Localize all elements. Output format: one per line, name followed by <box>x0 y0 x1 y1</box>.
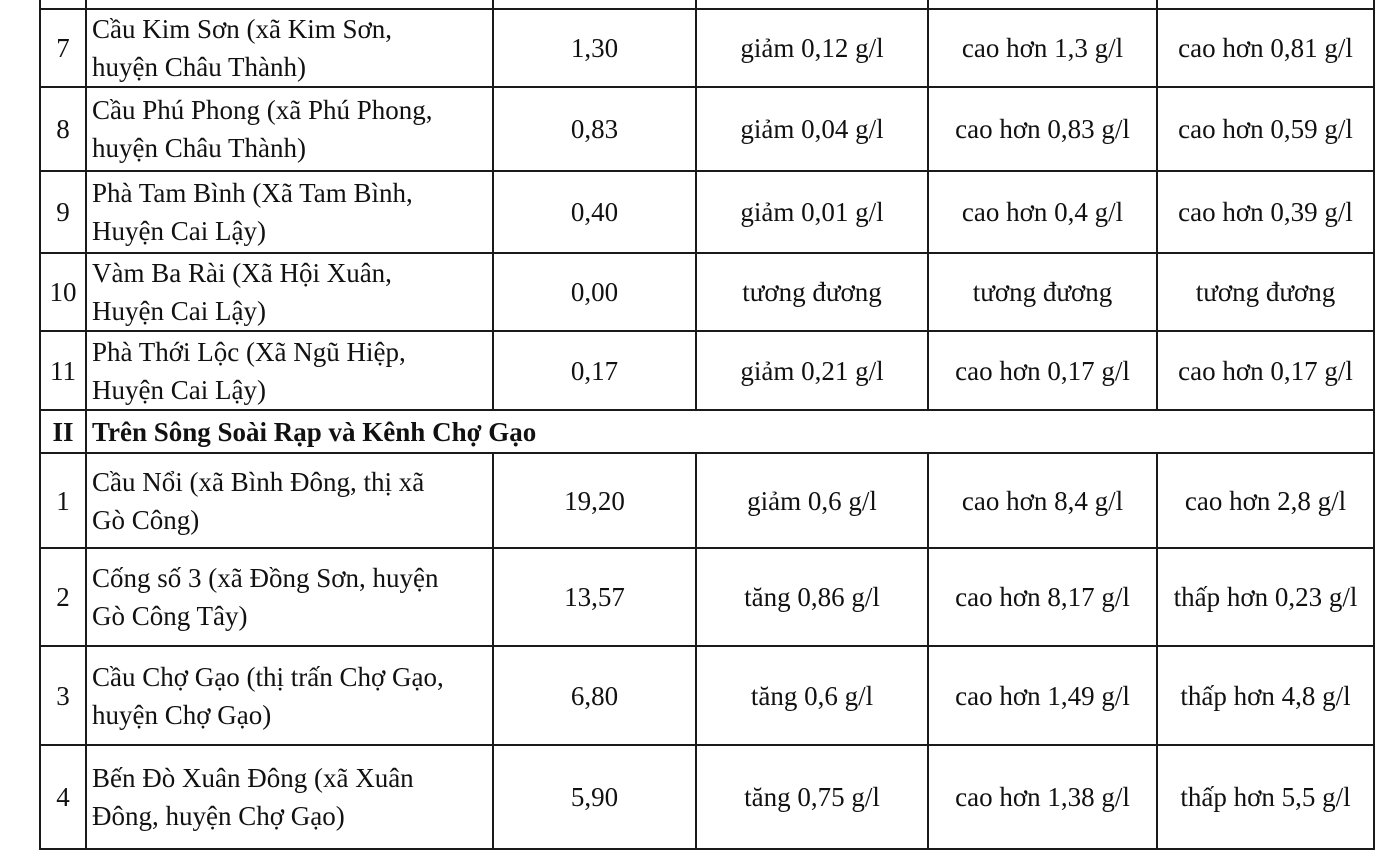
table-row <box>40 171 1374 253</box>
row-index: 1 <box>40 453 86 548</box>
row-index: 4 <box>40 745 86 849</box>
row-compare-a: cao hơn 0,17 g/l <box>928 331 1157 410</box>
row-compare-b: cao hơn 0,59 g/l <box>1157 87 1374 171</box>
location-line-2: Đông, huyện Chợ Gạo) <box>92 801 345 831</box>
row-index: 9 <box>40 171 86 253</box>
location-line-2: Gò Công) <box>92 504 200 535</box>
row-salinity: 5,90 <box>493 745 696 849</box>
row-index: 11 <box>40 331 86 410</box>
row-salinity: 19,20 <box>493 453 696 548</box>
table-row-partial <box>40 0 1374 9</box>
row-compare-b: cao hơn 0,81 g/l <box>1157 9 1374 87</box>
row-change: giảm 0,21 g/l <box>696 331 928 410</box>
table-row <box>40 745 1374 849</box>
location-line-1: Cầu Nổi (xã Bình Đông, thị xã <box>92 466 425 497</box>
row-compare-a: cao hơn 8,4 g/l <box>928 453 1157 548</box>
row-location <box>86 0 493 9</box>
location-line-1: Cống số 3 (xã Đồng Sơn, huyện <box>92 563 439 593</box>
row-location <box>86 87 493 171</box>
row-compare-b: cao hơn 0,17 g/l <box>1157 331 1374 410</box>
row-compare-a: cao hơn 1,49 g/l <box>928 646 1157 745</box>
row-location <box>86 9 493 87</box>
row-compare-b: thấp hơn 5,5 g/l <box>1157 745 1374 849</box>
row-salinity: 0,40 <box>493 171 696 253</box>
row-location <box>86 253 493 331</box>
location-line-1: Vàm Ba Rài (Xã Hội Xuân, <box>92 258 392 288</box>
location-line-1: Cầu Phú Phong (xã Phú Phong, <box>92 95 433 125</box>
row-index: 7 <box>40 9 86 87</box>
section-header <box>40 410 1374 453</box>
row-change: tăng 0,6 g/l <box>696 646 928 745</box>
salinity-table <box>39 0 1375 850</box>
location-line-1: Phà Tam Bình (Xã Tam Bình, <box>92 178 413 208</box>
row-change: giảm 0,12 g/l <box>696 9 928 87</box>
row-location <box>86 548 493 646</box>
location-line-2: Huyện Cai Lậy) <box>92 296 266 326</box>
row-index: 3 <box>40 646 86 745</box>
location-line-1: Phà Thới Lộc (Xã Ngũ Hiệp, <box>92 336 406 367</box>
row-index: 2 <box>40 548 86 646</box>
row-location <box>86 171 493 253</box>
row-salinity: 0,00 <box>493 253 696 331</box>
row-compare-a: cao hơn 1,3 g/l <box>928 9 1157 87</box>
row-location <box>86 646 493 745</box>
row-salinity: 1,30 <box>493 9 696 87</box>
location-line-1: Bến Đò Xuân Đông (xã Xuân <box>92 763 414 793</box>
table-row <box>40 453 1374 548</box>
row-compare-a: cao hơn 0,4 g/l <box>928 171 1157 253</box>
row-change: tương đương <box>696 253 928 331</box>
row-salinity: 0,83 <box>493 87 696 171</box>
row-location <box>86 331 493 410</box>
row-compare-a: cao hơn 1,38 g/l <box>928 745 1157 849</box>
row-compare-b: thấp hơn 4,8 g/l <box>1157 646 1374 745</box>
location-line-2: huyện Châu Thành) <box>92 52 306 82</box>
row-salinity: 13,57 <box>493 548 696 646</box>
row-compare-a: cao hơn 0,83 g/l <box>928 87 1157 171</box>
section-title: Trên Sông Soài Rạp và Kênh Chợ Gạo <box>86 410 1374 453</box>
row-change: tăng 0,86 g/l <box>696 548 928 646</box>
row-change: tăng 0,75 g/l <box>696 745 928 849</box>
location-line-1: Cầu Kim Sơn (xã Kim Sơn, <box>92 14 393 44</box>
table-row <box>40 646 1374 745</box>
row-index <box>40 0 86 9</box>
row-compare-b: cao hơn 2,8 g/l <box>1157 453 1374 548</box>
location-line-2: huyện Châu Thành) <box>92 133 306 163</box>
location-line-2: huyện Chợ Gạo) <box>92 699 272 730</box>
row-compare-b: tương đương <box>1157 253 1374 331</box>
row-compare-b: cao hơn 0,39 g/l <box>1157 171 1374 253</box>
table-row <box>40 548 1374 646</box>
table-row <box>40 87 1374 171</box>
table-row <box>40 9 1374 87</box>
row-change: giảm 0,01 g/l <box>696 171 928 253</box>
section-numeral: II <box>40 410 86 453</box>
row-location <box>86 453 493 548</box>
row-change: giảm 0,04 g/l <box>696 87 928 171</box>
location-line-2: Gò Công Tây) <box>92 601 248 631</box>
row-index: 8 <box>40 87 86 171</box>
row-index: 10 <box>40 253 86 331</box>
row-salinity: 6,80 <box>493 646 696 745</box>
row-compare-a: tương đương <box>928 253 1157 331</box>
location-line-2: Huyện Cai Lậy) <box>92 374 266 405</box>
row-change: giảm 0,6 g/l <box>696 453 928 548</box>
location-line-1: Cầu Chợ Gạo (thị trấn Chợ Gạo, <box>92 661 444 692</box>
row-compare-a: cao hơn 8,17 g/l <box>928 548 1157 646</box>
row-compare-b: thấp hơn 0,23 g/l <box>1157 548 1374 646</box>
table-row <box>40 253 1374 331</box>
location-line-2: Huyện Cai Lậy) <box>92 216 266 246</box>
row-location <box>86 745 493 849</box>
table-row <box>40 331 1374 410</box>
row-salinity: 0,17 <box>493 331 696 410</box>
